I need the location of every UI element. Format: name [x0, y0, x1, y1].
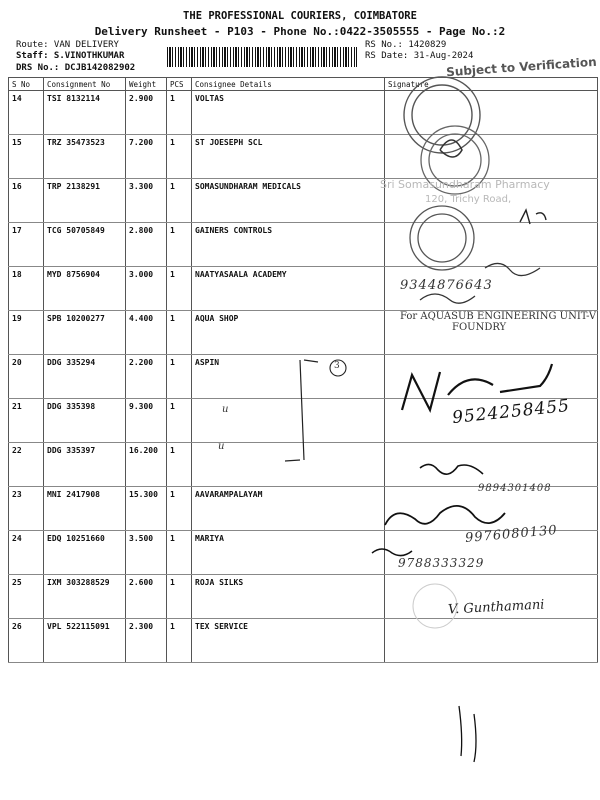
cell-consignment: TSI 8132114 — [44, 91, 126, 135]
cell-consignment: TRP 2138291 — [44, 179, 126, 223]
cell-pcs: 1 — [167, 311, 192, 355]
cell-sno: 17 — [9, 223, 44, 267]
cell-pcs: 1 — [167, 399, 192, 443]
circle-number: 3 — [334, 361, 340, 371]
cell-consignee: ROJA SILKS — [192, 575, 385, 619]
cell-consignee: SOMASUNDHARAM MEDICALS — [192, 179, 385, 223]
table-row — [9, 135, 598, 179]
cell-sno: 15 — [9, 135, 44, 179]
cell-weight: 4.400 — [126, 311, 167, 355]
cell-weight: 16.200 — [126, 443, 167, 487]
cell-pcs: 1 — [167, 355, 192, 399]
cell-weight: 2.300 — [126, 619, 167, 663]
cell-consignee: ASPIN — [192, 355, 385, 399]
cell-signature — [385, 135, 598, 179]
cell-consignee: AAVARAMPALAYAM — [192, 487, 385, 531]
cell-consignee: TEX SERVICE — [192, 619, 385, 663]
cell-weight: 2.600 — [126, 575, 167, 619]
rs-no-label: RS No.: 1420829 — [365, 40, 447, 50]
cell-sno: 19 — [9, 311, 44, 355]
cell-consignment: MYD 8756904 — [44, 267, 126, 311]
cell-sno: 23 — [9, 487, 44, 531]
cell-consignment: MNI 2417908 — [44, 487, 126, 531]
cell-pcs: 1 — [167, 619, 192, 663]
staff-label: Staff: S.VINOTHKUMAR — [16, 51, 125, 61]
cell-signature — [385, 223, 598, 267]
cell-consignee: GAINERS CONTROLS — [192, 223, 385, 267]
cell-sno: 25 — [9, 575, 44, 619]
cell-consignment: EDQ 10251660 — [44, 531, 126, 575]
table-row — [9, 267, 598, 311]
cell-pcs: 1 — [167, 575, 192, 619]
cell-pcs: 1 — [167, 443, 192, 487]
table-header-row — [9, 78, 598, 91]
phone-24: 9976080130 — [464, 522, 559, 547]
cell-sno: 21 — [9, 399, 44, 443]
cell-sno: 22 — [9, 443, 44, 487]
runsheet-table — [8, 77, 598, 663]
cell-weight: 7.200 — [126, 135, 167, 179]
cell-weight: 3.000 — [126, 267, 167, 311]
cell-sno: 24 — [9, 531, 44, 575]
cell-consignment: DDG 335398 — [44, 399, 126, 443]
rs-date-label: RS Date: 31-Aug-2024 — [365, 51, 474, 61]
cell-consignee: AQUA SHOP — [192, 311, 385, 355]
cell-weight: 15.300 — [126, 487, 167, 531]
pharmacy-stamp: Sri Somasundharam Pharmacy — [380, 178, 550, 191]
company-title: THE PROFESSIONAL COURIERS, COIMBATORE — [183, 10, 417, 22]
aqua-stamp-line2: FOUNDRY — [452, 322, 507, 333]
col-signature: Signature — [385, 78, 598, 91]
cell-consignment: TCG 50705849 — [44, 223, 126, 267]
cell-pcs: 1 — [167, 91, 192, 135]
col-consignee: Consignee Details — [192, 78, 385, 91]
cell-sno: 14 — [9, 91, 44, 135]
cell-consignment: DDG 335397 — [44, 443, 126, 487]
cell-consignee: MARIYA — [192, 531, 385, 575]
cell-pcs: 1 — [167, 179, 192, 223]
cell-consignment: TRZ 35473523 — [44, 135, 126, 179]
ditto-mark-22: u — [218, 441, 225, 452]
phone-25: 9788333329 — [398, 556, 485, 570]
pharmacy-address: 120, Trichy Road, — [425, 194, 512, 205]
cell-consignee: NAATYASAALA ACADEMY — [192, 267, 385, 311]
table-row — [9, 223, 598, 267]
runsheet-subtitle: Delivery Runsheet - P103 - Phone No.:0422-3505555 - Page No.:2 — [94, 25, 506, 38]
cell-consignment: DDG 335294 — [44, 355, 126, 399]
drs-label: DRS No.: DCJB142082902 — [16, 63, 136, 73]
cell-pcs: 1 — [167, 487, 192, 531]
cell-sno: 18 — [9, 267, 44, 311]
cell-weight: 2.900 — [126, 91, 167, 135]
cell-sno: 26 — [9, 619, 44, 663]
cell-consignee: VOLTAS — [192, 91, 385, 135]
cell-consignment: VPL 522115091 — [44, 619, 126, 663]
cell-consignment: SPB 10200277 — [44, 311, 126, 355]
cell-signature — [385, 619, 598, 663]
col-pcs: PCS — [167, 78, 192, 91]
col-sno: S No — [9, 78, 44, 91]
signature-26: V. Gunthamani — [447, 597, 545, 618]
table-row — [9, 355, 598, 399]
phone-23: 9894301408 — [478, 483, 552, 494]
cell-sno: 16 — [9, 179, 44, 223]
aqua-stamp-line1: For AQUASUB ENGINEERING UNIT-V — [400, 311, 597, 322]
col-consignment: Consignment No — [44, 78, 126, 91]
phone-18: 9344876643 — [400, 278, 493, 293]
ditto-mark-21: u — [222, 404, 229, 415]
cell-weight: 2.800 — [126, 223, 167, 267]
cell-signature — [385, 355, 598, 399]
cell-weight: 3.300 — [126, 179, 167, 223]
cell-pcs: 1 — [167, 135, 192, 179]
table-row — [9, 91, 598, 135]
stamp-verification: Subject to Verification — [445, 54, 598, 80]
cell-pcs: 1 — [167, 223, 192, 267]
cell-consignee: ST JOESEPH SCL — [192, 135, 385, 179]
cell-weight: 3.500 — [126, 531, 167, 575]
cell-consignee — [192, 399, 385, 443]
cell-signature — [385, 91, 598, 135]
cell-pcs: 1 — [167, 531, 192, 575]
route-label: Route: VAN DELIVERY — [16, 40, 119, 50]
cell-weight: 2.200 — [126, 355, 167, 399]
end-marks — [459, 706, 476, 762]
phone-21: 9524258455 — [451, 395, 571, 429]
barcode — [167, 47, 357, 67]
table-row — [9, 443, 598, 487]
cell-consignment: IXM 303288529 — [44, 575, 126, 619]
cell-sno: 20 — [9, 355, 44, 399]
col-weight: Weight — [126, 78, 167, 91]
table-row — [9, 619, 598, 663]
cell-signature — [385, 443, 598, 487]
cell-weight: 9.300 — [126, 399, 167, 443]
cell-pcs: 1 — [167, 267, 192, 311]
